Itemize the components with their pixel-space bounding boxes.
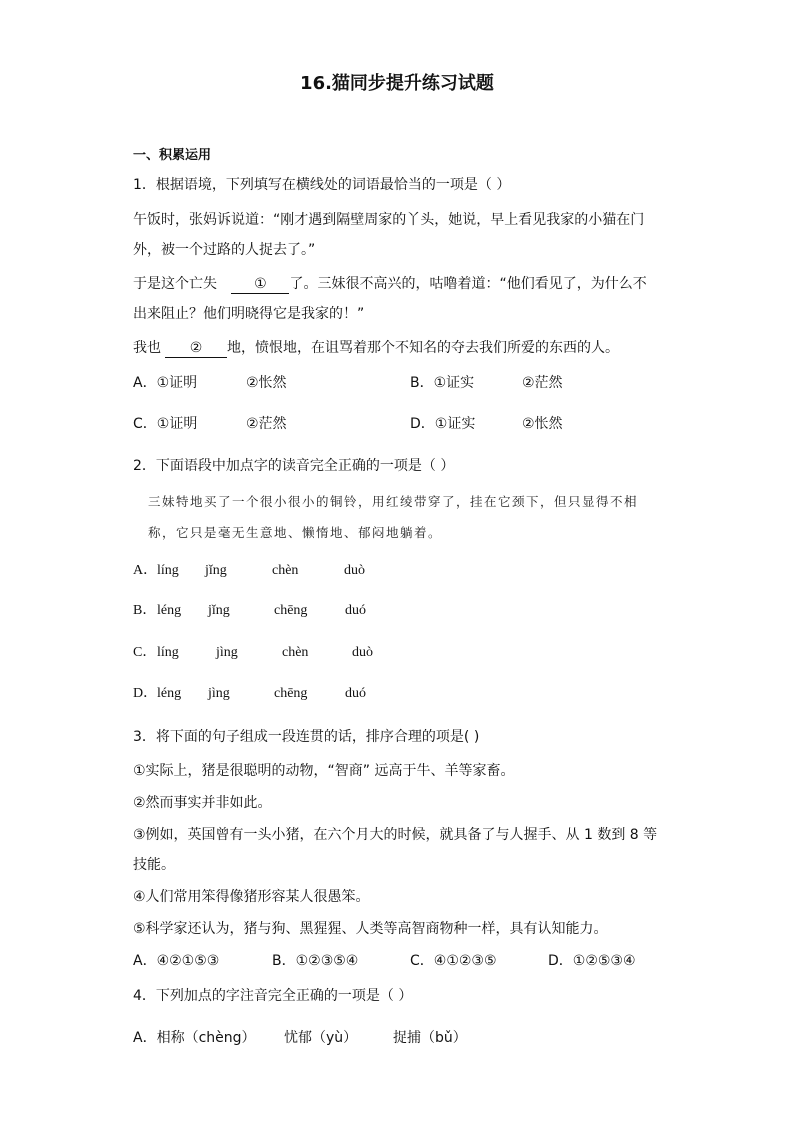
q2-pinyin: jǐng — [205, 563, 227, 578]
q1-blank-1: ① — [231, 276, 289, 294]
q2-pinyin: líng — [157, 563, 179, 578]
q1-passage-line: 午饭时，张妈诉说道：“刚才遇到隔壁周家的丫头，她说，早上看见我家的小猫在门 — [133, 212, 645, 228]
q2-pinyin: duó — [345, 603, 366, 618]
section-heading: 一、积累运用 — [133, 148, 212, 163]
q1-option-b: B．①证实 — [410, 375, 475, 391]
q3-sentence: ③例如，英国曾有一头小猪，在六个月大的时候，就具备了与人握手、从 1 数到 8 等 — [133, 827, 658, 843]
q1-passage-line — [133, 274, 647, 294]
q2-option-label: B． — [133, 603, 157, 618]
q2-pinyin: jìng — [208, 686, 230, 701]
q1-option-d-word: ②怅然 — [522, 416, 563, 432]
q1-passage-text: 于是这个亡失 — [133, 276, 217, 292]
q1-passage-text: 地，愤恨地，在诅骂着那个不知名的夺去我们所爱的东西的人。 — [227, 340, 619, 356]
q1-option-c-word: ②茫然 — [246, 416, 287, 432]
q1-passage-line — [133, 338, 619, 358]
q2-pinyin: duò — [344, 563, 365, 578]
q2-pinyin: chèn — [282, 645, 309, 660]
q3-option-c: C．④①②③⑤ — [410, 953, 497, 969]
q3-option-a: A．④②①⑤③ — [133, 953, 220, 969]
q2-pinyin: chèn — [272, 563, 299, 578]
q2-pinyin: jǐng — [208, 603, 230, 618]
q3-sentence: 技能。 — [133, 857, 175, 873]
q3-sentence: ④人们常用笨得像猪形容某人很愚笨。 — [133, 889, 370, 905]
q2-passage-line: 三妹特地买了一个很小很小的铜铃，用红绫带穿了，挂在它颈下，但只显得不相 — [148, 494, 639, 509]
q1-passage-line: 外，被一个过路的人捉去了。” — [133, 242, 316, 258]
q4-stem: 4．下列加点的字注音完全正确的一项是（ ） — [133, 988, 413, 1004]
q2-pinyin: duó — [345, 686, 366, 701]
q2-option-label: C． — [133, 645, 157, 660]
q1-option-b-word: ②茫然 — [522, 375, 563, 391]
q2-pinyin: duò — [352, 645, 373, 660]
q3-sentence: ⑤科学家还认为，猪与狗、黑猩猩、人类等高智商物种一样，具有认知能力。 — [133, 921, 608, 937]
q1-passage-text: 我也 — [133, 340, 161, 356]
q3-sentence: ②然而事实并非如此。 — [133, 795, 272, 811]
q2-stem: 2．下面语段中加点字的读音完全正确的一项是（ ） — [133, 458, 455, 474]
q3-sentence: ①实际上，猪是很聪明的动物，“智商” 远高于牛、羊等家畜。 — [133, 763, 515, 779]
q1-blank-2: ② — [165, 340, 227, 358]
q1-passage-text: 了。三妹很不高兴的，咕噜着道：“他们看见了，为什么不 — [289, 276, 647, 292]
q1-stem: 1．根据语境，下列填写在横线处的词语最恰当的一项是（ ） — [133, 177, 511, 193]
q2-pinyin: léng — [157, 686, 182, 701]
q2-passage-line: 称，它只是毫无生意地、懒惰地、郁闷地躺着。 — [148, 525, 443, 540]
q1-option-c: C．①证明 — [133, 416, 198, 432]
q3-option-d: D．①②⑤③④ — [548, 953, 636, 969]
q2-pinyin: chēng — [274, 603, 308, 618]
q1-option-a-word: ②怅然 — [246, 375, 287, 391]
q1-option-d: D．①证实 — [410, 416, 476, 432]
q2-pinyin: léng — [157, 603, 182, 618]
q3-stem: 3．将下面的句子组成一段连贯的话，排序合理的项是( ) — [133, 729, 480, 745]
q1-option-a: A．①证明 — [133, 375, 198, 391]
q2-option-label: A． — [133, 563, 158, 578]
page-title: 16.猫同步提升练习试题 — [300, 73, 494, 94]
q4-option-a-word: A．相称（chèng） — [133, 1030, 256, 1046]
q1-passage-line: 出来阻止？他们明晓得它是我家的！” — [133, 306, 365, 322]
q2-pinyin: chēng — [274, 686, 308, 701]
q2-option-label: D． — [133, 686, 158, 701]
q3-option-b: B．①②③⑤④ — [272, 953, 359, 969]
q4-option-a-word: 忧郁（yù） — [284, 1030, 358, 1046]
q2-pinyin: líng — [157, 645, 179, 660]
q2-pinyin: jìng — [216, 645, 238, 660]
q4-option-a-word: 捉捕（bǔ） — [393, 1030, 467, 1046]
